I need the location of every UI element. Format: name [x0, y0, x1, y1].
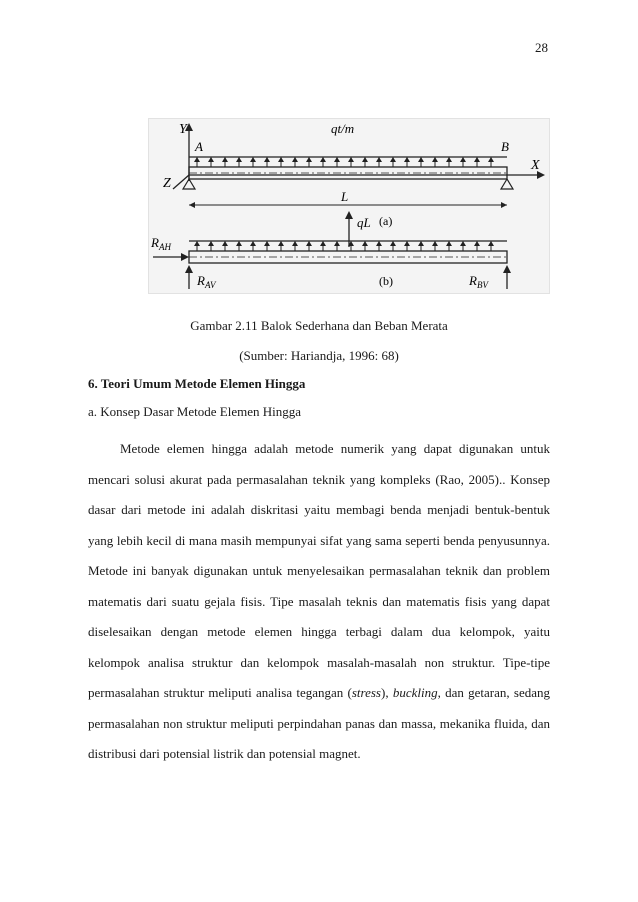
length-arrow-right: [501, 202, 507, 208]
load-arrow-head: [208, 157, 214, 162]
load-arrow-head: [446, 157, 452, 162]
page-number: 28: [535, 40, 548, 55]
reaction-ah-symbol: R: [151, 235, 159, 250]
load-arrow-head: [250, 157, 256, 162]
load-arrow-head: [446, 241, 452, 246]
load-arrow-head: [222, 241, 228, 246]
body-paragraph: Metode elemen hingga adalah metode numerik yang dapat digunakan untuk mencari solusi akurat pada permasalahan teknik yang kompleks (Rao, 2005).. Konsep dasar dari metode ini adalah diskritasi yaitu membagi benda menjadi bentuk-bentuk yang lebih kecil di mana masih mempunyai sifat yang sama seperti benda penyusunnya. Metode ini banyak digunakan untuk menyelesaikan permasalahan teknik dan problem matematis dari suatu gejala fisis. Tipe masalah teknis dan matematis fisis yang dapat diselesaikan dengan metode elemen hingga terbagi dalam dua kelompok, yaitu kelompok analisa struktur dan kelompok masalah-masalah non struktur. Tipe-tipe permasalahan struktur meliputi analisa tegangan (stress), buckling, dan getaran, sedang permasalahan non struktur meliputi perpindahan panas dan massa, mekanika fluida, dan distribusi dari potensial listrik dan potensial magnet.: [88, 441, 550, 761]
y-axis-label: Y: [179, 122, 187, 137]
load-arrow-head: [390, 157, 396, 162]
load-arrow-head: [432, 241, 438, 246]
load-arrow-head: [264, 157, 270, 162]
reaction-ah-label: [150, 235, 171, 252]
load-arrow-head: [236, 241, 242, 246]
load-arrow-head: [376, 157, 382, 162]
resultant-arrow: [345, 211, 353, 219]
reaction-ah-subscript: AH: [158, 242, 171, 252]
load-arrow-head: [474, 157, 480, 162]
load-arrow-head: [488, 157, 494, 162]
load-arrow-head: [194, 241, 200, 246]
load-arrow-head: [278, 241, 284, 246]
reaction-ah-arrow: [181, 253, 189, 261]
load-arrow-head: [418, 157, 424, 162]
load-arrow-head: [362, 241, 368, 246]
load-arrow-head: [320, 157, 326, 162]
reaction-av-arrow: [185, 265, 193, 273]
load-arrow-head: [334, 241, 340, 246]
load-label: qt/m: [331, 121, 355, 136]
reaction-av-symbol: R: [197, 273, 205, 288]
load-arrow-head: [334, 157, 340, 162]
load-arrow-head: [404, 157, 410, 162]
reaction-bv-arrow: [503, 265, 511, 273]
load-arrows-b: [194, 241, 494, 251]
load-arrow-head: [474, 241, 480, 246]
italic-term: stress: [351, 685, 381, 700]
subsection-heading: a. Konsep Dasar Metode Elemen Hingga: [88, 404, 301, 419]
beam-figure: [148, 118, 550, 294]
ghost-line: [159, 121, 172, 136]
load-arrow-head: [362, 157, 368, 162]
load-arrow-head: [306, 157, 312, 162]
reaction-bv-symbol: R: [469, 273, 477, 288]
reaction-av-label: [196, 273, 217, 290]
load-arrow-head: [488, 241, 494, 246]
length-label: L: [341, 189, 349, 204]
reaction-bv-subscript: BV: [476, 280, 488, 290]
bleed-through-text: [159, 121, 172, 136]
reaction-bv-label: [468, 273, 489, 290]
point-a-label: A: [195, 139, 203, 154]
load-arrow-head: [460, 241, 466, 246]
italic-term: buckling: [392, 685, 438, 700]
load-arrows-a: [194, 157, 494, 167]
load-arrow-head: [432, 157, 438, 162]
subfigure-b-label: (b): [379, 274, 393, 288]
beam-b: [189, 251, 507, 263]
load-arrow-head: [194, 157, 200, 162]
z-axis-label: Z: [163, 176, 171, 191]
figure-caption: Gambar 2.11 Balok Sederhana dan Beban Merata: [190, 318, 448, 333]
section-heading: 6. Teori Umum Metode Elemen Hingga: [88, 376, 306, 391]
load-arrow-head: [292, 157, 298, 162]
load-arrow-head: [320, 241, 326, 246]
total-load-label: qL: [357, 215, 371, 230]
load-arrow-head: [376, 241, 382, 246]
load-arrow-head: [460, 157, 466, 162]
load-arrow-head: [236, 157, 242, 162]
x-axis-label: X: [531, 158, 540, 173]
beam-diagram: [149, 119, 549, 293]
load-arrow-head: [306, 241, 312, 246]
load-arrow-head: [208, 241, 214, 246]
load-arrow-head: [250, 241, 256, 246]
point-b-label: B: [501, 139, 509, 154]
reaction-av-subscript: AV: [204, 280, 216, 290]
load-arrow-head: [390, 241, 396, 246]
load-arrow-head: [278, 157, 284, 162]
load-arrow-head: [348, 157, 354, 162]
subfigure-a-label: (a): [379, 214, 393, 228]
figure-source: (Sumber: Hariandja, 1996: 68): [239, 348, 399, 363]
load-arrow-head: [292, 241, 298, 246]
length-arrow-left: [189, 202, 195, 208]
load-arrow-head: [418, 241, 424, 246]
load-arrow-head: [404, 241, 410, 246]
load-arrow-head: [264, 241, 270, 246]
support-b: [501, 179, 513, 189]
beam-a: [189, 167, 507, 179]
load-arrow-head: [222, 157, 228, 162]
